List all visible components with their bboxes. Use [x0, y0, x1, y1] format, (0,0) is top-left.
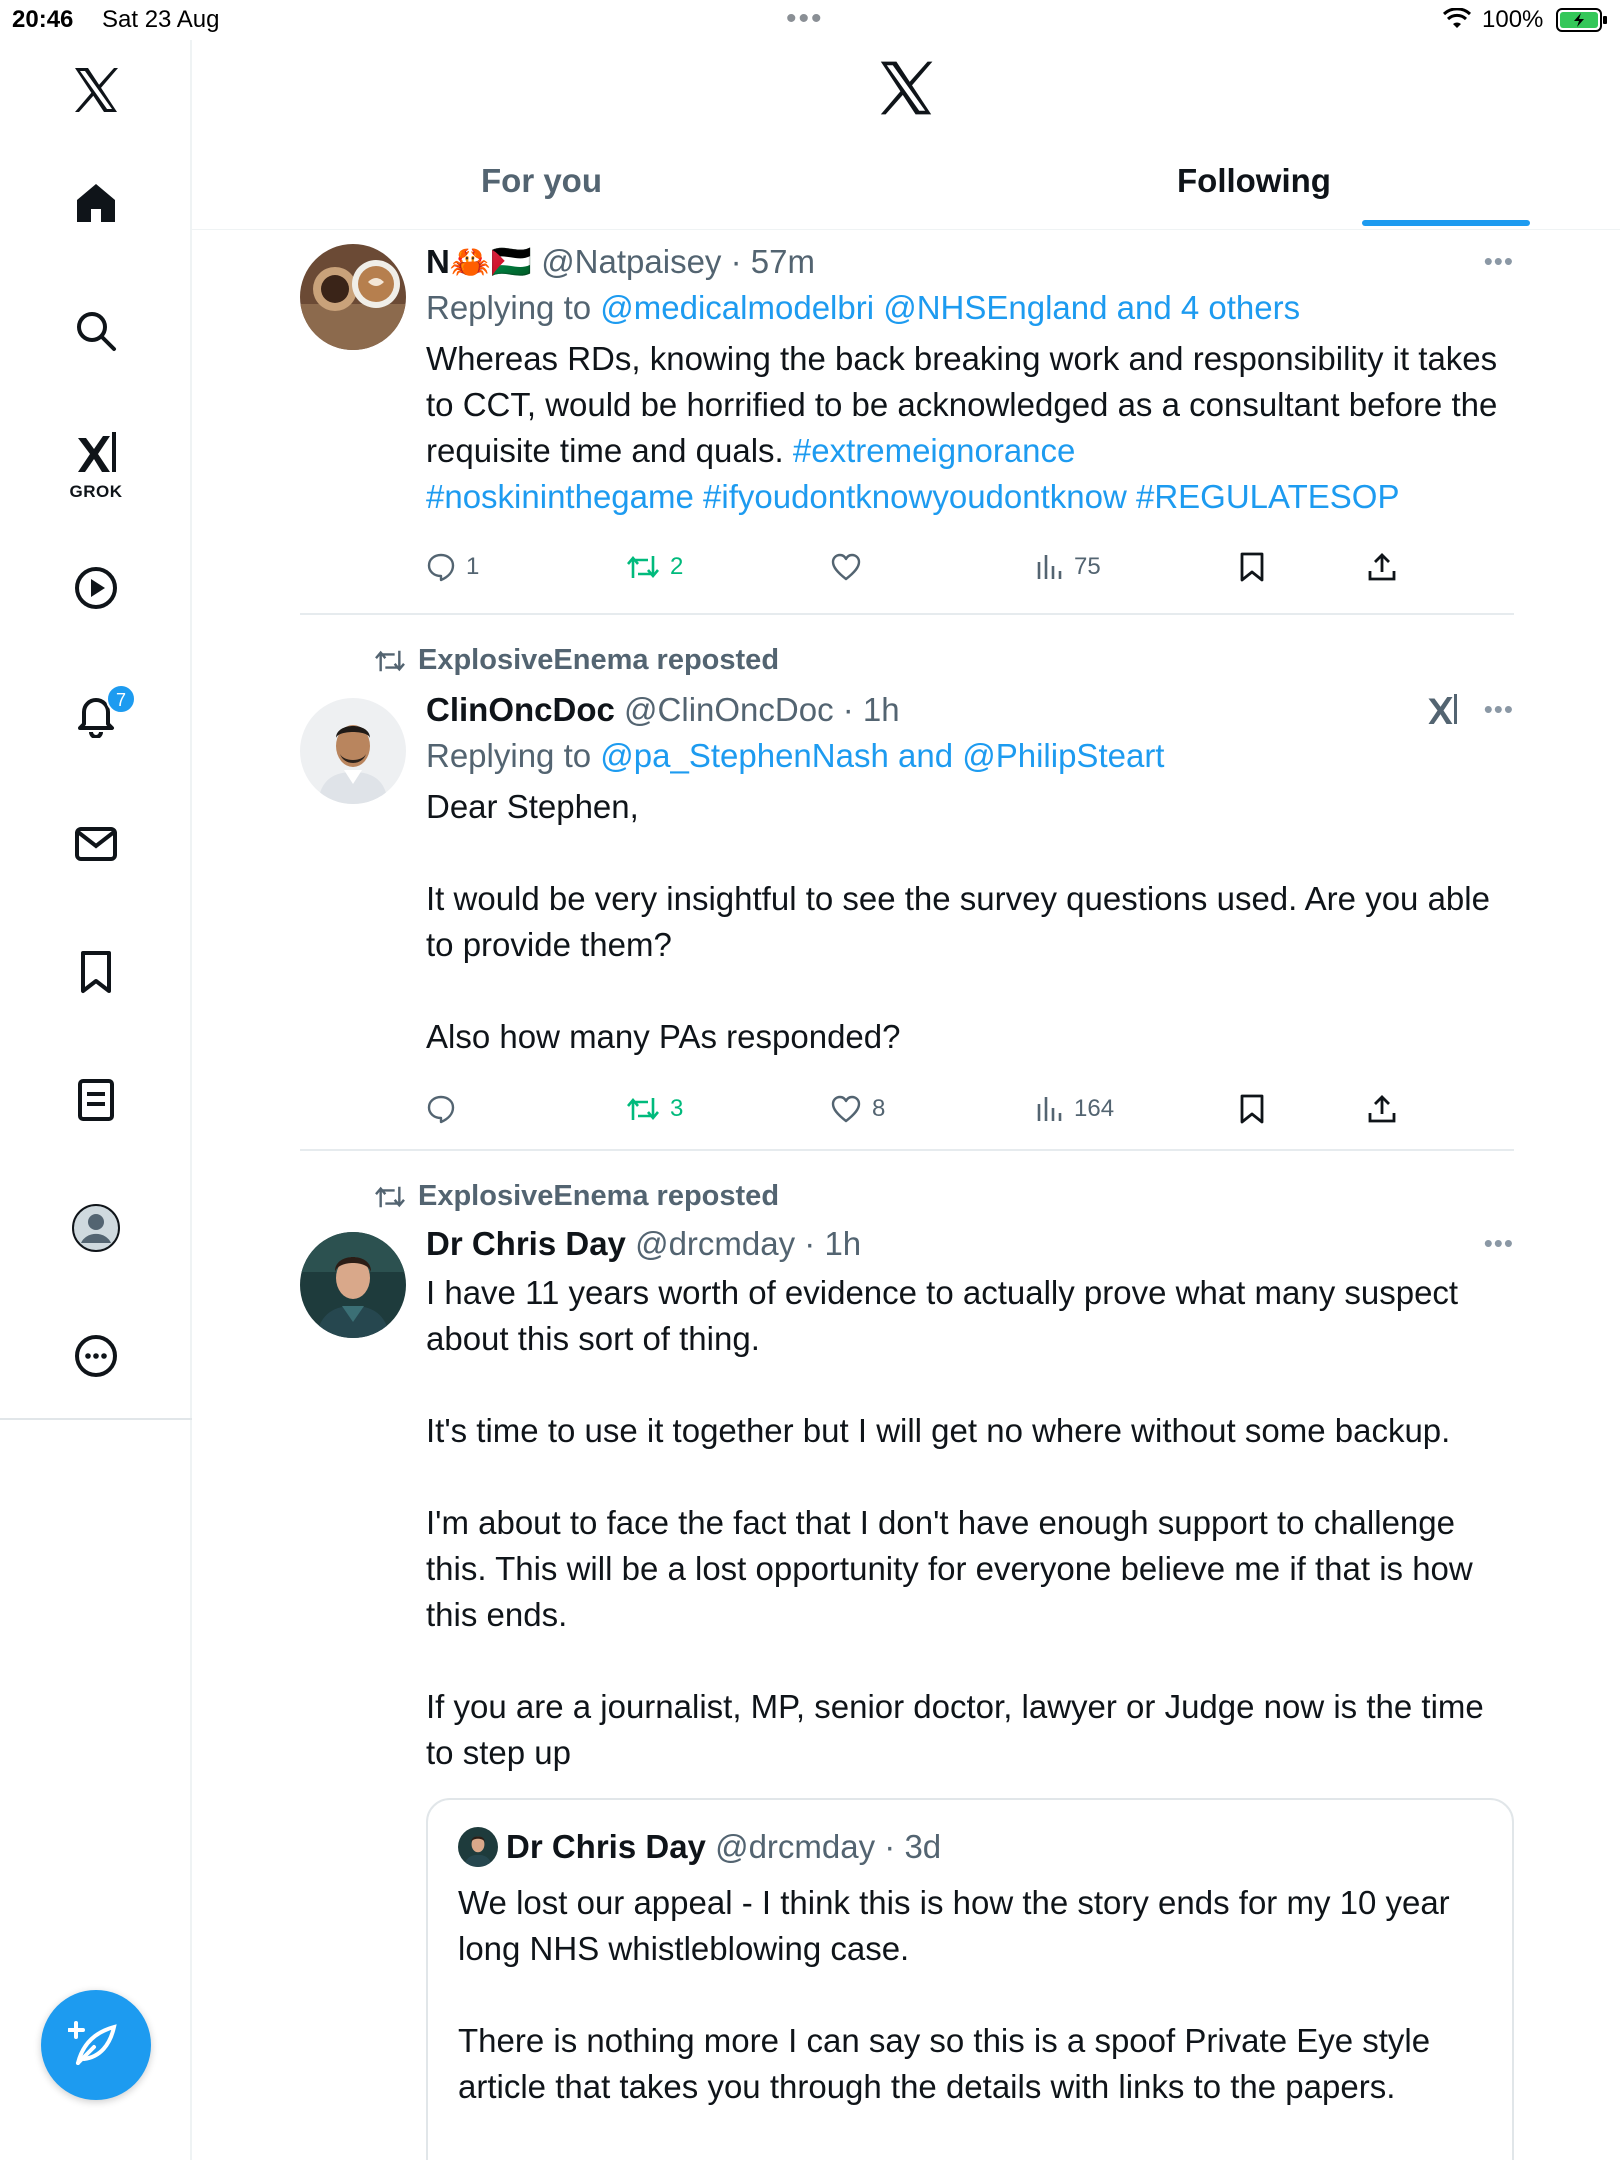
handle[interactable]: @Natpaisey [541, 243, 722, 280]
replying-to [426, 732, 1514, 780]
quoted-paragraph: We lost our appeal - I think this is how the story ends for my 10 year long NHS whistleblowing case. [458, 1884, 1450, 1967]
lists-icon[interactable] [64, 1068, 128, 1132]
views-chart-icon [1034, 552, 1064, 582]
repost-count: 2 [670, 553, 684, 580]
tweet-paragraph: I have 11 years worth of evidence to actually prove what many suspect about this sort of thing. [426, 1274, 1459, 1357]
x-header-logo-icon[interactable] [876, 58, 936, 123]
more-options-icon[interactable] [64, 1324, 128, 1388]
quoted-paragraph-gap [458, 1972, 1482, 2018]
status-time: 20:46 [12, 6, 74, 33]
compose-post-button[interactable] [41, 1990, 151, 2100]
like-button[interactable] [830, 542, 872, 592]
timestamp[interactable]: 1h [862, 691, 900, 728]
like-count: 8 [872, 1095, 886, 1122]
reposted-by: ExplosiveEnema reposted [418, 1180, 780, 1212]
wifi-icon [1442, 8, 1472, 37]
tweet-paragraph: Dear Stephen, [426, 788, 639, 825]
battery-percent: 100% [1482, 6, 1544, 33]
sidebar-nav [0, 40, 192, 2160]
reply-icon [426, 1094, 456, 1124]
bookmark-icon [1238, 551, 1266, 583]
quoted-tweet[interactable] [426, 1798, 1514, 2160]
replying-to-users[interactable]: @medicalmodelbri @NHSEngland and 4 others [600, 289, 1301, 326]
heart-icon [830, 552, 862, 582]
grok-icon[interactable] [1424, 690, 1460, 733]
battery-icon [1556, 8, 1608, 39]
tweet-actions [426, 1084, 1514, 1134]
display-name[interactable]: ClinOncDoc [426, 691, 615, 728]
repost-button[interactable] [626, 1084, 683, 1134]
tweet-text [426, 336, 1514, 520]
view-count: 75 [1074, 553, 1101, 580]
bookmark-icon [1238, 1093, 1266, 1125]
quoted-timestamp: 3d [904, 1828, 942, 1865]
repost-indicator[interactable] [374, 644, 779, 677]
reply-icon [426, 552, 456, 582]
tweet-text [426, 1270, 1514, 1776]
share-button[interactable] [1366, 542, 1398, 592]
view-count: 164 [1074, 1095, 1115, 1122]
quoted-tweet-header: Dr Chris Day @drcmday · 3d [458, 1824, 1482, 1870]
tweet-paragraph: It's time to use it together but I will get no where without some backup. [426, 1412, 1451, 1449]
avatar[interactable] [300, 1232, 406, 1338]
tweet-divider [300, 613, 1514, 615]
replying-to [426, 284, 1514, 332]
tweet-paragraph: Also how many PAs responded? [426, 1018, 901, 1055]
x-logo-icon[interactable] [64, 58, 128, 122]
tweet-paragraph-gap [426, 1638, 1514, 1684]
repost-icon [374, 647, 406, 675]
repost-count: 3 [670, 1095, 684, 1122]
share-icon [1366, 1093, 1398, 1125]
tweet-actions [426, 542, 1514, 592]
video-play-icon[interactable] [64, 556, 128, 620]
reposted-by: ExplosiveEnema reposted [418, 644, 780, 676]
quoted-paragraph: There is nothing more I can say so this is a spoof Private Eye style article that takes you through the details with links to the papers. [458, 2022, 1431, 2105]
repost-icon [626, 1094, 660, 1124]
tab-for-you[interactable]: For you [481, 162, 602, 199]
status-date: Sat 23 Aug [102, 6, 220, 33]
tweet-paragraph: It would be very insightful to see the survey questions used. Are you able to provide them? [426, 880, 1490, 963]
replying-to-users[interactable]: @pa_StephenNash and @PhilipSteart [600, 737, 1165, 774]
handle[interactable]: @ClinOncDoc [624, 691, 834, 728]
active-tab-indicator [1362, 220, 1530, 226]
hashtags[interactable]: #noskininthegame #ifyoudontknowyoudontknow #REGULATESOP [426, 478, 1400, 515]
repost-button[interactable] [626, 542, 683, 592]
reply-count: 1 [466, 553, 480, 580]
handle[interactable]: @drcmday [635, 1225, 796, 1262]
repost-indicator[interactable] [374, 1180, 779, 1213]
tweet[interactable] [300, 640, 1514, 1150]
grok-label: GROK [69, 482, 123, 501]
more-options-icon[interactable]: ••• [1483, 1228, 1514, 1258]
replying-prefix: Replying to [426, 289, 592, 326]
tweet[interactable] [300, 1176, 1514, 2160]
bookmarks-icon[interactable] [64, 940, 128, 1004]
messages-mail-icon[interactable] [64, 812, 128, 876]
tweet-paragraph: Whereas RDs, knowing the back breaking work and responsibility it takes to CCT, would be horrified to be acknowledged as a consultant before the requisite time and quals. [426, 340, 1498, 469]
search-icon[interactable] [64, 299, 128, 363]
tab-following[interactable]: Following [1177, 162, 1331, 199]
multitask-dots-icon[interactable]: ••• [786, 2, 824, 35]
reply-button[interactable] [426, 542, 479, 592]
tweet-paragraph: I'm about to face the fact that I don't have enough support to challenge this. This will be a lost opportunity for everyone believe me if that is how this ends. [426, 1504, 1473, 1633]
avatar[interactable] [300, 244, 406, 350]
avatar[interactable] [300, 698, 406, 804]
replying-prefix: Replying to [426, 737, 592, 774]
hashtag[interactable]: #extremeignorance [792, 432, 1076, 469]
home-icon[interactable] [64, 171, 128, 235]
timestamp[interactable]: 57m [750, 243, 815, 280]
heart-icon [830, 1094, 862, 1124]
more-options-icon[interactable]: ••• [1483, 246, 1514, 276]
notifications-badge: 7 [106, 684, 136, 714]
timestamp[interactable]: 1h [824, 1225, 862, 1262]
tweet-paragraph-gap [426, 1362, 1514, 1408]
views-chart-icon [1034, 1094, 1064, 1124]
views-button[interactable] [1034, 542, 1101, 592]
share-icon [1366, 551, 1398, 583]
tweet-paragraph-gap [426, 968, 1514, 1014]
timeline-tabs [192, 150, 1620, 230]
tweet-divider [300, 1149, 1514, 1151]
tweet-paragraph: If you are a journalist, MP, senior doctor, lawyer or Judge now is the time to step up [426, 1688, 1484, 1771]
more-options-icon[interactable]: ••• [1483, 694, 1514, 724]
tweet-header: N🦀🇵🇸 @Natpaisey · 57m [426, 243, 815, 280]
quoted-avatar [458, 1827, 498, 1867]
repost-icon [374, 1183, 406, 1211]
bookmark-button[interactable] [1238, 1084, 1266, 1134]
reply-button[interactable] [426, 1084, 466, 1134]
tweet-paragraph-gap [426, 830, 1514, 876]
tweet-text [426, 784, 1514, 1060]
like-button[interactable] [830, 1084, 885, 1134]
tweet[interactable] [300, 240, 1514, 580]
views-button[interactable] [1034, 1084, 1114, 1134]
status-bar [0, 0, 1620, 40]
sidebar-divider [0, 1418, 192, 1420]
display-name[interactable]: Dr Chris Day [426, 1225, 626, 1262]
tweet-header: ClinOncDoc @ClinOncDoc · 1h [426, 691, 900, 728]
repost-icon [626, 552, 660, 582]
quoted-handle: @drcmday [715, 1828, 876, 1865]
tweet-paragraph-gap [426, 1454, 1514, 1500]
profile-avatar-icon[interactable] [64, 1196, 128, 1260]
tweet-header: Dr Chris Day @drcmday · 1h [426, 1225, 862, 1262]
display-name[interactable]: N🦀🇵🇸 [426, 243, 533, 280]
quoted-display-name: Dr Chris Day [506, 1828, 706, 1865]
share-button[interactable] [1366, 1084, 1398, 1134]
bookmark-button[interactable] [1238, 542, 1266, 592]
quoted-tweet-text [458, 1880, 1482, 2110]
grok-icon[interactable] [64, 420, 128, 484]
